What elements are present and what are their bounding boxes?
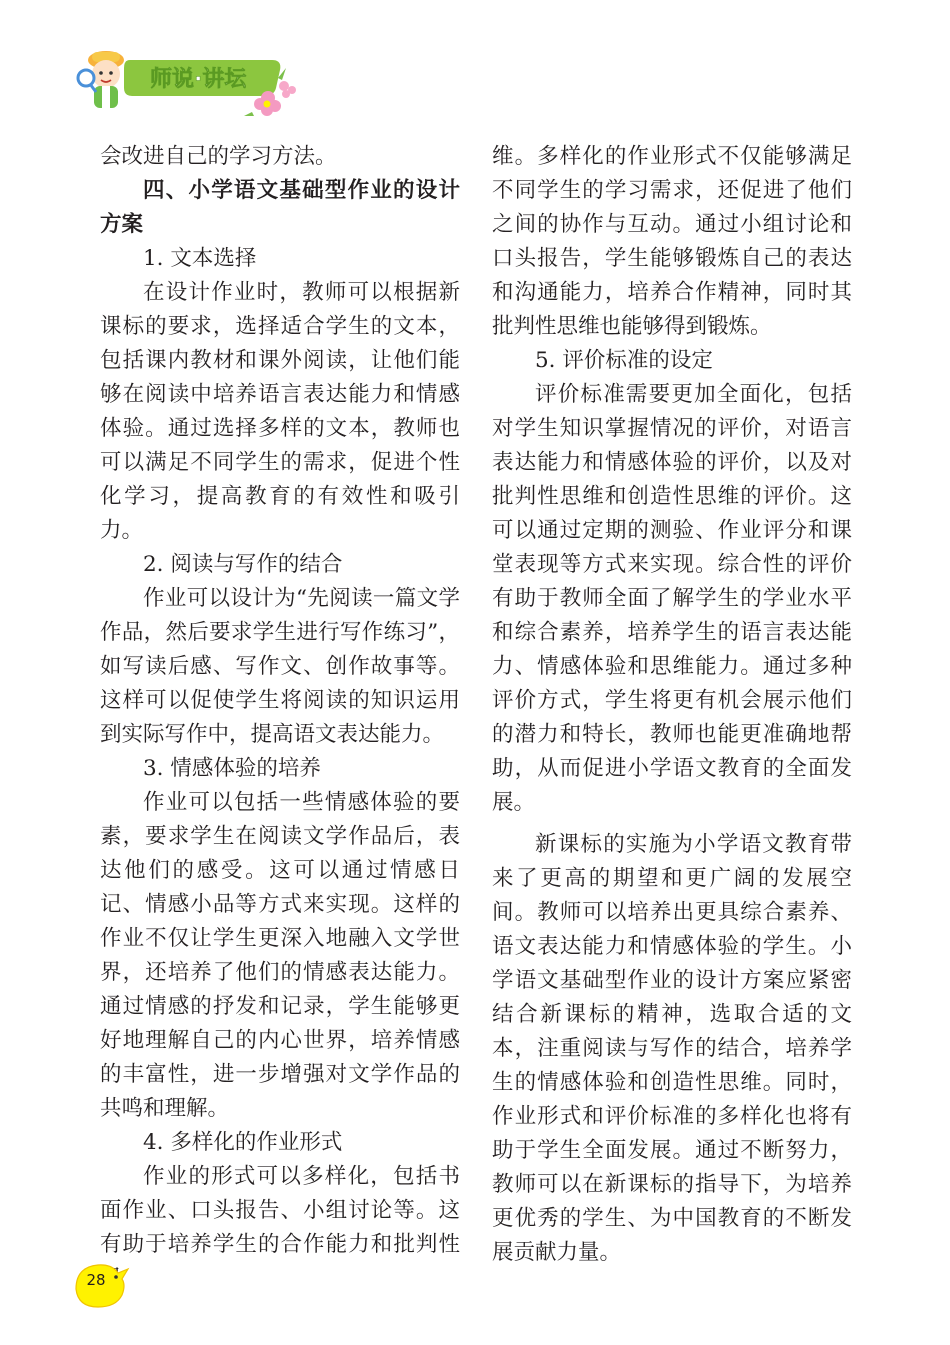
paragraph-continuation: 会改进自己的学习方法。 <box>100 144 337 169</box>
paragraph-emotional-experience: 作业可以包括一些情感体验的要素，要求学生在阅读文学作品后，表达他们的感受。这可以通过情感日记、情感小品等方式来实现。这样的作业不仅让学生更深入地融入文学世界，还培养了他们的情感表达能力。通过情感的抒发和记录，学生能够更好地理解自己的内心世界，培养情感的丰富性，进一步增强对文学作品的共鸣和理解。 <box>100 790 460 1121</box>
header-title: 师说·讲坛 <box>150 67 247 92</box>
paragraph-reading-writing: 作业可以设计为“先阅读一篇文学作品，然后要求学生进行写作练习”，如写读后感、写作文、创作故事等。这样可以促使学生将阅读的知识运用到实际写作中，提高语文表达能力。 <box>100 586 460 747</box>
subheading-emotional-experience: 3. 情感体验的培养 <box>143 756 321 781</box>
paragraph-diverse-forms: 作业的形式可以多样化，包括书面作业、口头报告、小组讨论等。这有助于培养学生的合作能力和批判性 <box>100 1164 460 1257</box>
paragraph-continuation: 维。多样化的作业形式不仅能够满足不同学生的学习需求，还促进了他们之间的协作与互动。通过小组讨论和口头报告，学生能够锻炼自己的表达和沟通能力，培养合作精神，同时其批判性思维也能够得到锻炼。 <box>492 144 852 339</box>
page-number: 28 <box>86 1271 106 1289</box>
right-column <box>492 140 852 1270</box>
subheading-reading-writing: 2. 阅读与写作的结合 <box>143 552 343 577</box>
teacher-mascot-icon <box>78 51 124 108</box>
subheading-evaluation-criteria: 5. 评价标准的设定 <box>535 348 713 373</box>
subheading-diverse-forms: 4. 多样化的作业形式 <box>143 1130 343 1155</box>
subheading-text-selection: 1. 文本选择 <box>143 246 257 271</box>
header-graphic <box>72 38 302 118</box>
page-number-badge <box>72 1255 134 1311</box>
left-column <box>100 140 460 1296</box>
paragraph-evaluation-criteria: 评价标准需要更加全面化，包括对学生知识掌握情况的评价，对语言表达能力和情感体验的评价，以及对批判性思维和创造性思维的评价。这可以通过定期的测验、作业评分和课堂表现等方式来实现。综合性的评价有助于教师全面了解学生的学业水平和综合素养，培养学生的语言表达能力、情感体验和思维能力。通过多种评价方式，学生将更有机会展示他们的潜力和特长，教师也能更准确地帮助，从而促进小学语文教育的全面发展。 <box>492 382 852 815</box>
paragraph-text-selection: 在设计作业时，教师可以根据新课标的要求，选择适合学生的文本，包括课内教材和课外阅读，让他们能够在阅读中培养语言表达能力和情感体验。通过选择多样的文本，教师也可以满足不同学生的需求，促进个性化学习，提高教育的有效性和吸引力。 <box>100 280 460 543</box>
section-heading: 四、小学语文基础型作业的设计方案 <box>100 178 460 237</box>
column-header <box>72 38 302 118</box>
paragraph-conclusion: 新课标的实施为小学语文教育带来了更高的期望和更广阔的发展空间。教师可以培养出更具综合素养、语文表达能力和情感体验的学生。小学语文基础型作业的设计方案应紧密结合新课标的精神，选取合适的文本，注重阅读与写作的结合，培养学生的情感体验和创造性思维。同时，作业形式和评价标准的多样化也将有助于学生全面发展。通过不断努力，教师可以在新课标的指导下，为培养更优秀的学生、为中国教育的不断发展贡献力量。 <box>492 832 852 1265</box>
